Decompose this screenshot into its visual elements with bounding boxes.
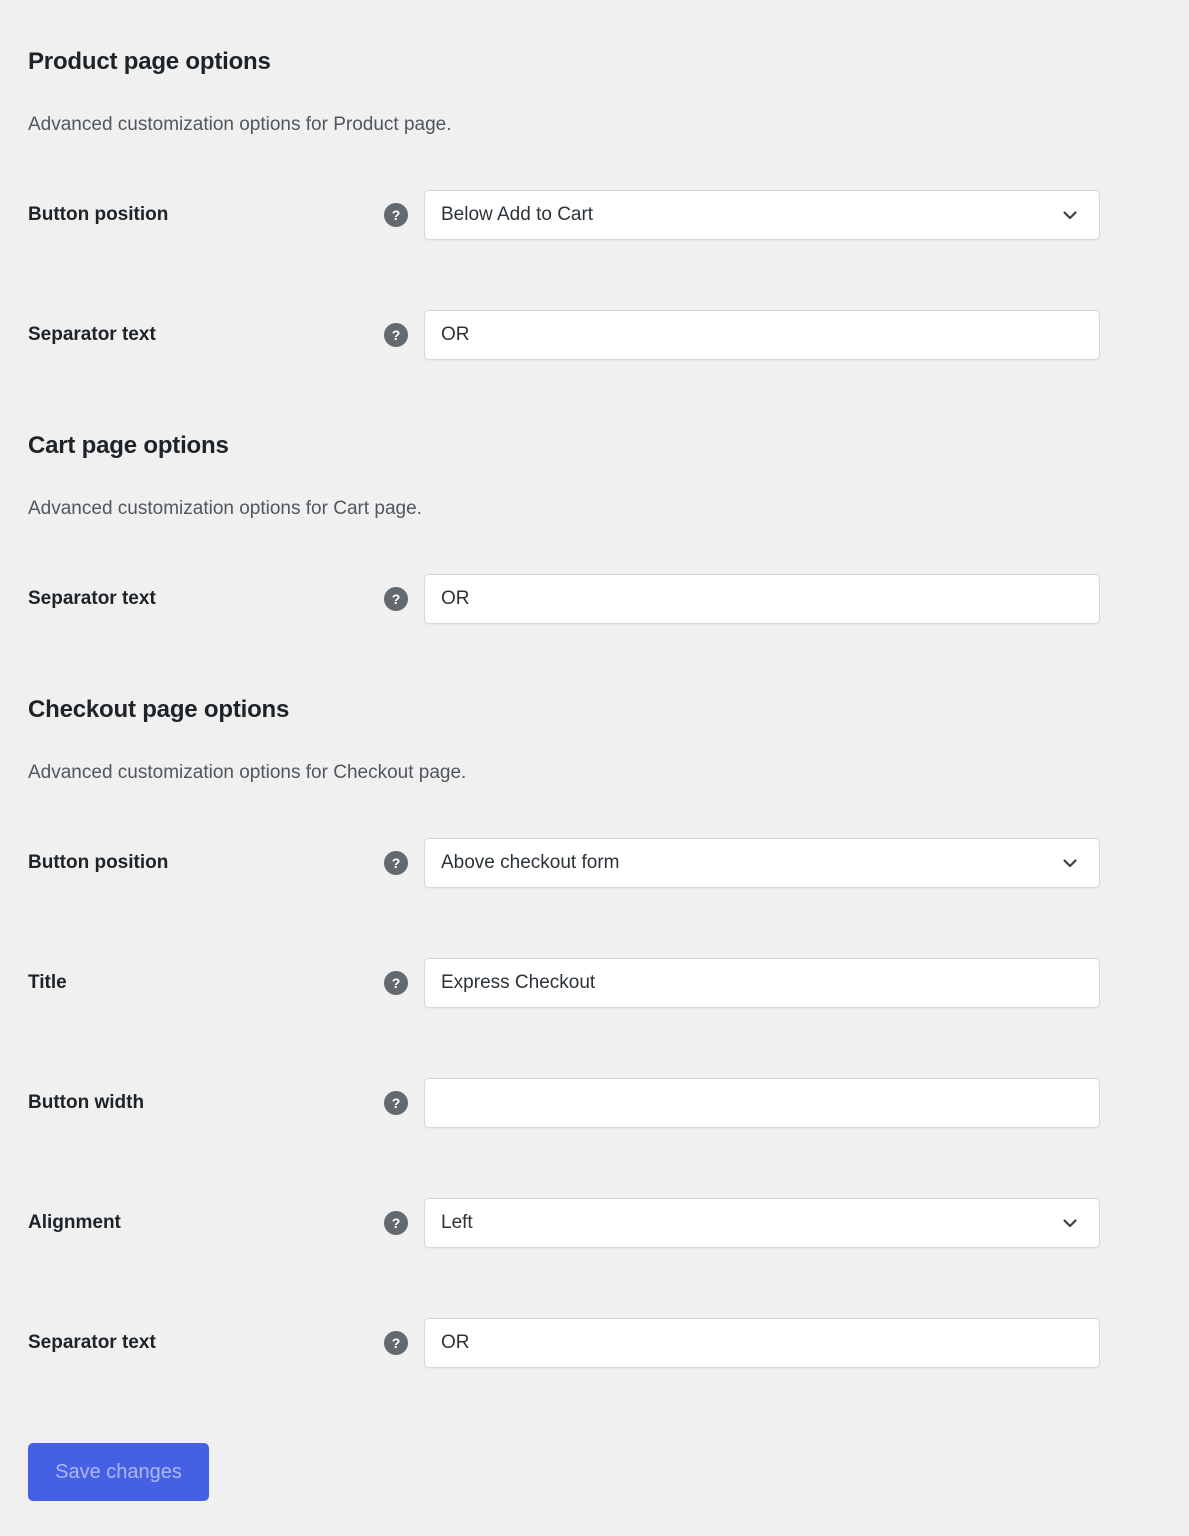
field-row-checkout-button-position <box>28 838 1100 888</box>
select-value: Below Add to Cart <box>441 204 594 225</box>
section-product-page-options <box>28 48 1100 360</box>
help-icon[interactable]: ? <box>384 323 408 347</box>
section-description: Advanced customization options for Cart page. <box>28 498 422 519</box>
help-icon[interactable]: ? <box>384 971 408 995</box>
save-changes-button[interactable]: Save changes <box>28 1443 209 1501</box>
field-row-cart-separator-text <box>28 574 1100 624</box>
checkout-button-position-select[interactable] <box>424 838 1100 888</box>
section-title: Checkout page options <box>28 696 290 723</box>
section-cart-page-options <box>28 432 1100 624</box>
help-icon[interactable]: ? <box>384 587 408 611</box>
field-label: Button width <box>28 1092 145 1113</box>
product-button-position-select[interactable] <box>424 190 1100 240</box>
help-icon[interactable]: ? <box>384 1331 408 1355</box>
select-value: Left <box>441 1212 473 1233</box>
chevron-down-icon <box>1061 206 1079 224</box>
field-label: Separator text <box>28 324 156 345</box>
section-description: Advanced customization options for Product page. <box>28 114 452 135</box>
chevron-down-icon <box>1061 854 1079 872</box>
field-label: Alignment <box>28 1212 121 1233</box>
help-icon[interactable]: ? <box>384 1211 408 1235</box>
cart-separator-text-input[interactable] <box>424 574 1100 624</box>
help-icon[interactable]: ? <box>384 1091 408 1115</box>
field-row-product-separator-text <box>28 310 1100 360</box>
checkout-separator-text-input[interactable] <box>424 1318 1100 1368</box>
checkout-alignment-select[interactable] <box>424 1198 1100 1248</box>
field-label: Separator text <box>28 588 156 609</box>
field-label: Button position <box>28 204 169 225</box>
checkout-button-width-input[interactable] <box>424 1078 1100 1128</box>
section-description: Advanced customization options for Checkout page. <box>28 762 467 783</box>
help-icon[interactable]: ? <box>384 203 408 227</box>
product-separator-text-input[interactable] <box>424 310 1100 360</box>
field-row-checkout-title <box>28 958 1100 1008</box>
checkout-title-input[interactable] <box>424 958 1100 1008</box>
section-title: Product page options <box>28 48 271 75</box>
field-label: Button position <box>28 852 169 873</box>
field-row-checkout-alignment <box>28 1198 1100 1248</box>
help-icon[interactable]: ? <box>384 851 408 875</box>
field-row-checkout-separator-text <box>28 1318 1100 1368</box>
field-row-product-button-position <box>28 190 1100 240</box>
field-row-checkout-button-width <box>28 1078 1100 1128</box>
chevron-down-icon <box>1061 1214 1079 1232</box>
field-label: Title <box>28 972 67 993</box>
field-label: Separator text <box>28 1332 156 1353</box>
section-title: Cart page options <box>28 432 229 459</box>
section-checkout-page-options <box>28 696 1100 1368</box>
select-value: Above checkout form <box>441 852 620 873</box>
